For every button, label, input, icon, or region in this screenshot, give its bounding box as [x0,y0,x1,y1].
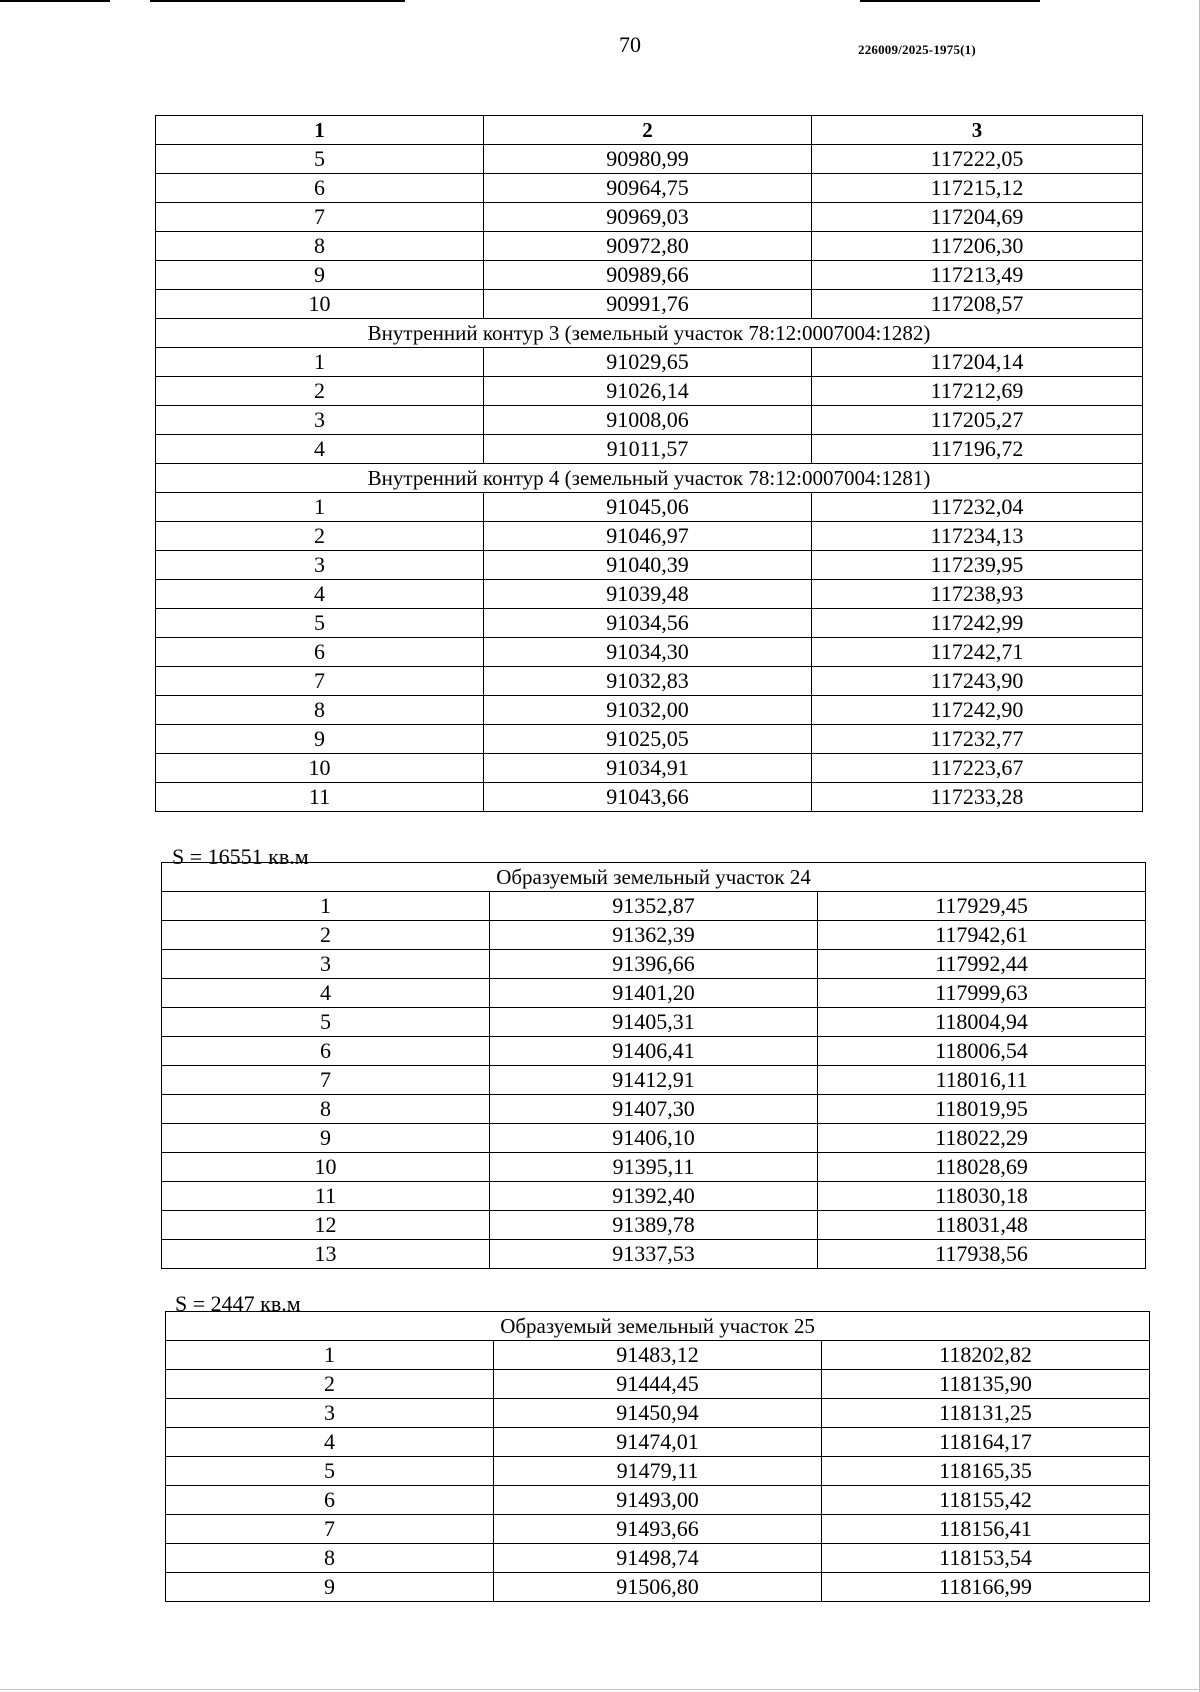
plot-title: Образуемый земельный участок 25 [166,1312,1150,1341]
column-header: 3 [812,116,1143,145]
coordinate-y: 117213,49 [812,261,1143,290]
point-number: 1 [166,1341,494,1370]
contour-title: Внутренний контур 3 (земельный участок 78:12:0007004:1282) [156,319,1143,348]
coordinate-y: 118022,29 [818,1124,1146,1153]
coordinate-x: 90991,76 [484,290,812,319]
scan-top-rule-right [860,0,1040,2]
table-1 [155,115,1143,812]
point-number: 1 [156,493,484,522]
point-number: 4 [156,580,484,609]
point-number: 8 [162,1095,490,1124]
coordinate-x: 91352,87 [490,892,818,921]
coordinate-x: 91046,97 [484,522,812,551]
table-row [162,1124,1146,1153]
coordinate-x: 90980,99 [484,145,812,174]
section-title-row [156,319,1143,348]
coordinate-y: 117942,61 [818,921,1146,950]
point-number: 9 [166,1573,494,1602]
coordinate-y: 118028,69 [818,1153,1146,1182]
coordinate-x: 91043,66 [484,783,812,812]
table-row [162,1037,1146,1066]
coordinate-y: 118155,42 [822,1486,1150,1515]
table-row [156,406,1143,435]
section-title-row [166,1312,1150,1341]
table-row [166,1486,1150,1515]
coordinate-x: 91474,01 [494,1428,822,1457]
table-row [156,754,1143,783]
coordinate-x: 91444,45 [494,1370,822,1399]
point-number: 10 [162,1153,490,1182]
coordinate-x: 90972,80 [484,232,812,261]
contour-title: Внутренний контур 4 (земельный участок 78:12:0007004:1281) [156,464,1143,493]
point-number: 12 [162,1211,490,1240]
coordinate-y: 117242,71 [812,638,1143,667]
point-number: 6 [156,638,484,667]
table-row [162,1182,1146,1211]
coordinate-y: 118031,48 [818,1211,1146,1240]
point-number: 2 [162,921,490,950]
coordinate-x: 91011,57 [484,435,812,464]
table-row [166,1341,1150,1370]
coordinate-y: 118135,90 [822,1370,1150,1399]
point-number: 7 [166,1515,494,1544]
coordinate-x: 90969,03 [484,203,812,232]
coordinate-x: 90989,66 [484,261,812,290]
area-value: S = 2447 кв.м [175,1291,301,1316]
table-row [162,892,1146,921]
coordinate-x: 91032,00 [484,696,812,725]
area-value: S = 16551 кв.м [172,844,309,869]
table-plot-25 [165,1311,1150,1602]
coordinate-x: 91362,39 [490,921,818,950]
coordinate-x: 91039,48 [484,580,812,609]
coordinate-x: 91026,14 [484,377,812,406]
coordinate-y: 117232,77 [812,725,1143,754]
table-row [156,551,1143,580]
table-row [162,1066,1146,1095]
coordinate-x: 91032,83 [484,667,812,696]
coordinate-y: 117242,90 [812,696,1143,725]
coordinates-table-24 [161,862,1145,1269]
table-row [166,1573,1150,1602]
coordinate-y: 117215,12 [812,174,1143,203]
point-number: 3 [162,950,490,979]
point-number: 9 [156,261,484,290]
point-number: 7 [156,667,484,696]
point-number: 1 [156,348,484,377]
coordinate-y: 117938,56 [818,1240,1146,1269]
coordinate-y: 117204,69 [812,203,1143,232]
coordinate-y: 117233,28 [812,783,1143,812]
table-row [162,1153,1146,1182]
table-row [162,921,1146,950]
point-number: 3 [156,551,484,580]
coordinate-x: 91450,94 [494,1399,822,1428]
table-row [166,1370,1150,1399]
column-header: 2 [484,116,812,145]
table-row [156,435,1143,464]
table-row [156,203,1143,232]
coordinate-x: 91025,05 [484,725,812,754]
point-number: 2 [156,377,484,406]
coordinate-x: 91406,10 [490,1124,818,1153]
point-number: 8 [156,696,484,725]
point-number: 3 [156,406,484,435]
point-number: 13 [162,1240,490,1269]
point-number: 6 [162,1037,490,1066]
coordinate-x: 91040,39 [484,551,812,580]
point-number: 6 [166,1486,494,1515]
coordinate-x: 91034,56 [484,609,812,638]
table-row [166,1515,1150,1544]
coordinate-y: 118016,11 [818,1066,1146,1095]
coordinate-y: 118030,18 [818,1182,1146,1211]
coordinate-x: 91337,53 [490,1240,818,1269]
table-row [156,290,1143,319]
coordinate-x: 91045,06 [484,493,812,522]
point-number: 11 [156,783,484,812]
document-code: 226009/2025-1975(1) [858,42,976,57]
table-row [162,950,1146,979]
table-row [156,667,1143,696]
coordinate-y: 118165,35 [822,1457,1150,1486]
coordinate-y: 118164,17 [822,1428,1150,1457]
coordinate-x: 91407,30 [490,1095,818,1124]
coordinate-x: 91034,30 [484,638,812,667]
point-number: 8 [156,232,484,261]
coordinate-y: 117242,99 [812,609,1143,638]
coordinate-y: 117204,14 [812,348,1143,377]
table-row [156,725,1143,754]
table-row [156,696,1143,725]
table-row [156,377,1143,406]
coordinate-x: 91405,31 [490,1008,818,1037]
point-number: 6 [156,174,484,203]
point-number: 2 [166,1370,494,1399]
table-row [166,1457,1150,1486]
coordinate-y: 118004,94 [818,1008,1146,1037]
point-number: 4 [156,435,484,464]
coordinates-table-1 [155,115,1142,812]
table-row [156,261,1143,290]
coordinate-y: 117929,45 [818,892,1146,921]
table-row [156,580,1143,609]
table-row [156,609,1143,638]
table-row [156,348,1143,377]
table-plot-24 [161,862,1146,1269]
coordinate-x: 91493,66 [494,1515,822,1544]
point-number: 5 [162,1008,490,1037]
table-row [166,1399,1150,1428]
point-number: 9 [156,725,484,754]
column-header: 1 [156,116,484,145]
coordinate-x: 91406,41 [490,1037,818,1066]
table-row [162,1240,1146,1269]
coordinate-y: 117992,44 [818,950,1146,979]
coordinate-x: 91396,66 [490,950,818,979]
table-row [156,783,1143,812]
coordinate-x: 91493,00 [494,1486,822,1515]
coordinate-y: 117206,30 [812,232,1143,261]
coordinate-y: 117223,67 [812,754,1143,783]
coordinate-y: 118131,25 [822,1399,1150,1428]
coordinate-x: 91498,74 [494,1544,822,1573]
coordinate-x: 91389,78 [490,1211,818,1240]
coordinates-table-25 [165,1311,1149,1602]
table-row [156,232,1143,261]
coordinate-y: 118153,54 [822,1544,1150,1573]
coordinate-x: 91506,80 [494,1573,822,1602]
table-header-row [156,116,1143,145]
point-number: 5 [166,1457,494,1486]
table-row [156,493,1143,522]
scan-top-rule-mid [150,0,405,2]
coordinate-y: 117212,69 [812,377,1143,406]
coordinate-x: 91029,65 [484,348,812,377]
table-row [162,1008,1146,1037]
point-number: 7 [162,1066,490,1095]
coordinate-y: 117238,93 [812,580,1143,609]
coordinate-y: 117234,13 [812,522,1143,551]
point-number: 4 [162,979,490,1008]
coordinate-x: 90964,75 [484,174,812,203]
point-number: 4 [166,1428,494,1457]
scan-bottom-rule [0,1689,1200,1690]
table-row [162,1211,1146,1240]
coordinate-x: 91412,91 [490,1066,818,1095]
point-number: 10 [156,290,484,319]
section-title-row [156,464,1143,493]
table-row [166,1428,1150,1457]
coordinate-y: 118156,41 [822,1515,1150,1544]
scan-top-rule-left [0,0,110,2]
coordinate-x: 91392,40 [490,1182,818,1211]
coordinate-x: 91034,91 [484,754,812,783]
page-number: 70 [619,32,641,57]
table-row [156,174,1143,203]
coordinate-y: 117999,63 [818,979,1146,1008]
coordinate-y: 117205,27 [812,406,1143,435]
point-number: 9 [162,1124,490,1153]
coordinate-y: 118006,54 [818,1037,1146,1066]
table-row [156,522,1143,551]
table-row [156,638,1143,667]
coordinate-x: 91008,06 [484,406,812,435]
coordinate-x: 91395,11 [490,1153,818,1182]
point-number: 8 [166,1544,494,1573]
table-row [166,1544,1150,1573]
section-title-row [162,863,1146,892]
point-number: 5 [156,145,484,174]
point-number: 7 [156,203,484,232]
coordinate-y: 117222,05 [812,145,1143,174]
point-number: 3 [166,1399,494,1428]
coordinate-y: 117239,95 [812,551,1143,580]
coordinate-x: 91479,11 [494,1457,822,1486]
point-number: 10 [156,754,484,783]
table-row [162,979,1146,1008]
point-number: 1 [162,892,490,921]
coordinate-y: 117232,04 [812,493,1143,522]
coordinate-x: 91401,20 [490,979,818,1008]
coordinate-x: 91483,12 [494,1341,822,1370]
table-row [162,1095,1146,1124]
point-number: 11 [162,1182,490,1211]
plot-title: Образуемый земельный участок 24 [162,863,1146,892]
coordinate-y: 117208,57 [812,290,1143,319]
coordinate-y: 118202,82 [822,1341,1150,1370]
coordinate-y: 118019,95 [818,1095,1146,1124]
coordinate-y: 117196,72 [812,435,1143,464]
point-number: 5 [156,609,484,638]
coordinate-y: 117243,90 [812,667,1143,696]
coordinate-y: 118166,99 [822,1573,1150,1602]
table-row [156,145,1143,174]
point-number: 2 [156,522,484,551]
